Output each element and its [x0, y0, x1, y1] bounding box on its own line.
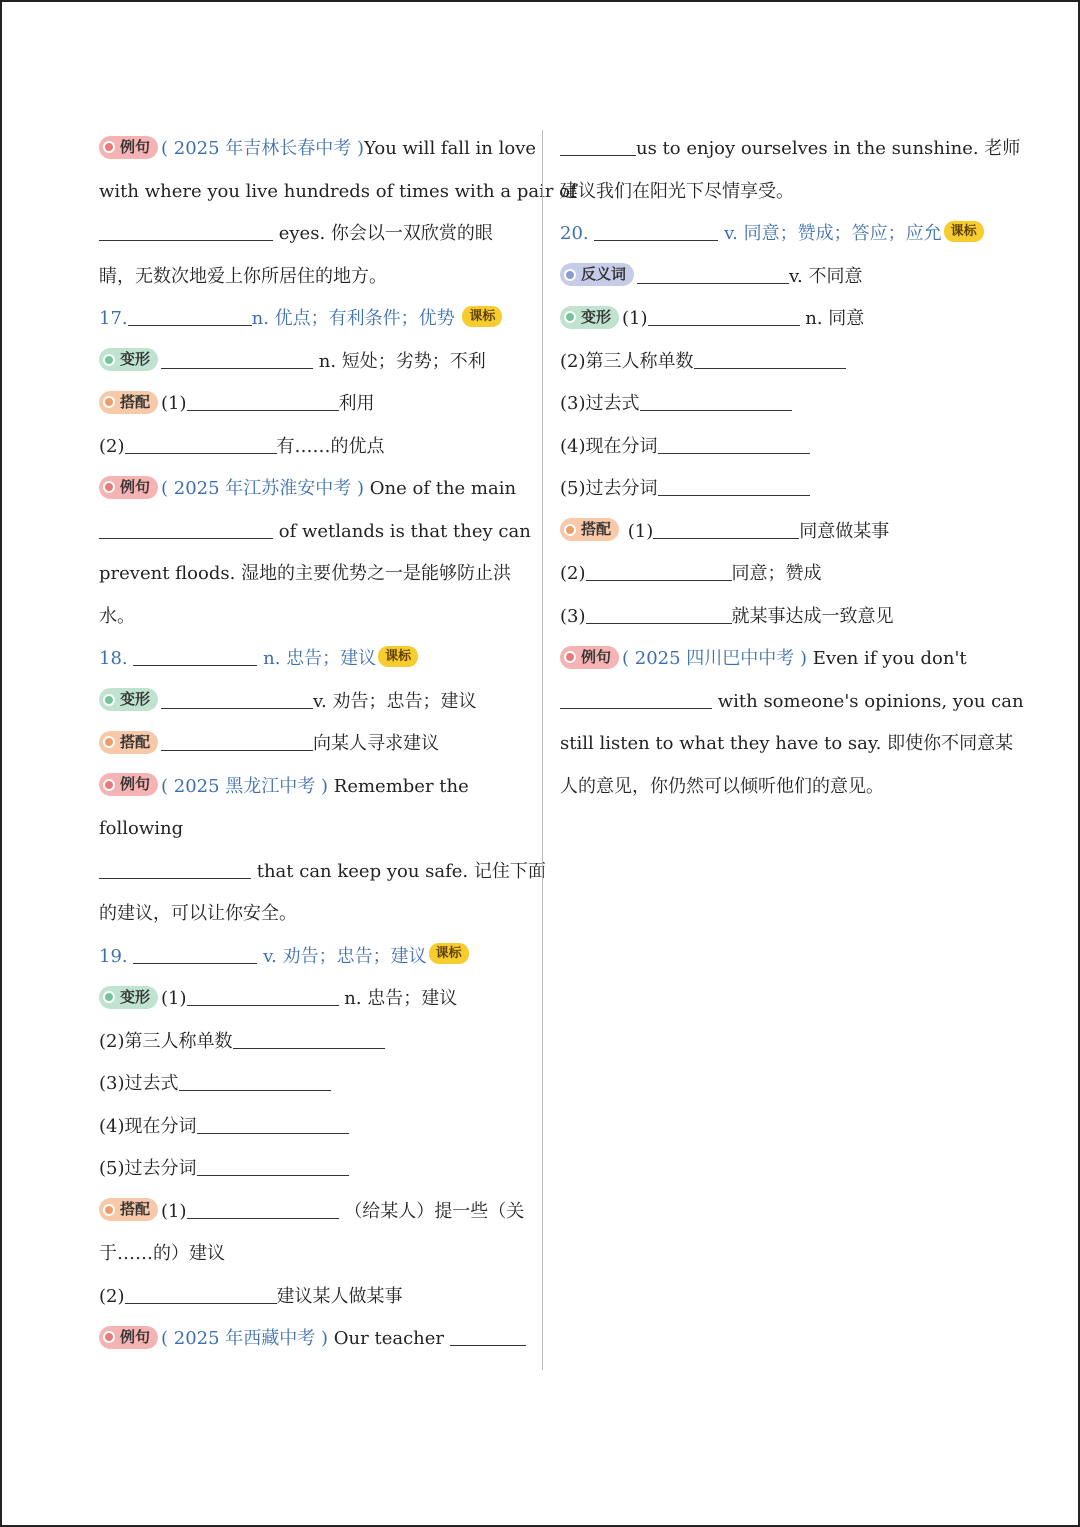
example-text: eyes.: [278, 223, 326, 244]
answer-blank[interactable]: [125, 433, 277, 454]
answer-blank[interactable]: [99, 858, 251, 879]
collocation-label: 搭配: [581, 520, 612, 539]
collocation-tag: [99, 731, 158, 754]
question-19-collocation-2: [99, 1276, 529, 1319]
question-17-collocation-1: [99, 383, 529, 426]
example-text: Our teacher: [333, 1328, 445, 1349]
answer-blank[interactable]: [161, 730, 313, 751]
answer-blank[interactable]: [658, 433, 810, 454]
variant-definition: v. 劝告；忠告；建议: [313, 690, 477, 712]
item-prefix: (1): [161, 1200, 187, 1222]
variant-item-label: (3)过去式: [560, 393, 640, 414]
answer-blank[interactable]: [197, 1155, 349, 1176]
example-20-line-1: [560, 638, 990, 681]
column-divider: [542, 130, 543, 1370]
example-18-line-3: [99, 851, 546, 894]
example-label: 例句: [120, 1327, 151, 1346]
question-18-variant: [99, 681, 529, 724]
bullet-icon: [564, 311, 576, 323]
answer-blank[interactable]: [133, 943, 257, 964]
bullet-icon: [103, 354, 115, 366]
item-prefix: (2): [560, 563, 586, 584]
example-translation: 你会以一双欣赏的眼: [330, 223, 493, 244]
variant-item-label: (2)第三人称单数: [99, 1030, 233, 1052]
example-translation: 睛，无数次地爱上你所居住的地方。: [99, 265, 387, 287]
example-source: ( 2025 年吉林长春中考 ): [161, 138, 365, 159]
example-16-line-4: [99, 256, 529, 299]
question-definition: v. 同意；赞成；答应；应允: [724, 223, 942, 244]
item-prefix: (3): [560, 605, 586, 627]
bullet-icon: [103, 736, 115, 748]
bullet-icon: [103, 141, 115, 153]
antonym-label: 反义词: [581, 265, 627, 284]
collocation-definition: （给某人）提一些（关: [344, 1200, 525, 1222]
answer-blank[interactable]: [197, 1113, 349, 1134]
question-17-variant: [99, 341, 529, 384]
item-prefix: (1): [161, 988, 187, 1009]
bullet-icon: [564, 269, 576, 281]
example-text: that can keep you safe.: [256, 860, 469, 882]
collocation-definition: 有……的优点: [276, 435, 385, 457]
example-label: 例句: [581, 647, 612, 666]
example-tag: [99, 136, 158, 159]
example-18-line-2: [99, 808, 529, 851]
answer-blank[interactable]: [233, 1028, 385, 1049]
question-20-collocation-3: [560, 596, 990, 639]
question-definition: v. 劝告；忠告；建议: [263, 945, 427, 967]
answer-blank[interactable]: [125, 1283, 277, 1304]
bullet-icon: [103, 779, 115, 791]
answer-blank[interactable]: [653, 518, 799, 539]
question-20-variant-5: [560, 468, 990, 511]
bullet-icon: [564, 651, 576, 663]
left-column: [99, 128, 577, 1361]
question-20-collocation-2: [560, 553, 990, 596]
answer-blank[interactable]: [658, 475, 810, 496]
answer-blank[interactable]: [187, 985, 339, 1006]
example-tag: [560, 646, 619, 669]
question-17: [99, 298, 529, 341]
example-text: us to enjoy ourselves in the sunshine.: [636, 138, 979, 159]
collocation-tag: [560, 518, 619, 541]
answer-blank[interactable]: [640, 390, 792, 411]
item-prefix: (1): [622, 308, 648, 329]
variant-item-label: (3)过去式: [99, 1073, 179, 1094]
curriculum-badge: 课标: [462, 306, 502, 327]
example-20-line-2: [560, 681, 1024, 724]
answer-blank[interactable]: [99, 518, 273, 539]
variant-item-label: (4)现在分词: [99, 1115, 197, 1137]
item-prefix: (2): [99, 435, 125, 457]
bullet-icon: [103, 1331, 115, 1343]
variant-item-label: (2)第三人称单数: [560, 350, 694, 372]
variant-tag: [560, 306, 619, 329]
variant-item-label: (5)过去分词: [560, 478, 658, 499]
example-source: ( 2025 年江苏淮安中考 ): [161, 478, 365, 499]
example-tag: [99, 1326, 158, 1349]
example-text: prevent floods.: [99, 563, 236, 584]
question-number: 18.: [99, 648, 128, 669]
curriculum-badge: 课标: [378, 646, 418, 667]
antonym-definition: v. 不同意: [789, 265, 863, 287]
variant-definition: n. 短处；劣势；不利: [318, 350, 486, 372]
variant-tag: [99, 986, 158, 1009]
question-19-variant-5: [99, 1148, 529, 1191]
example-text: You will fall in love: [364, 138, 537, 159]
example-17-line-2: [99, 511, 529, 554]
answer-blank[interactable]: [560, 135, 636, 156]
question-19-variant-4: [99, 1106, 529, 1149]
bullet-icon: [103, 396, 115, 408]
question-19-collocation-1-cont: [99, 1233, 529, 1276]
collocation-definition: 向某人寻求建议: [313, 733, 440, 754]
variant-tag: [99, 348, 158, 371]
collocation-definition: 同意做某事: [799, 520, 890, 542]
example-translation: 水。: [99, 605, 135, 627]
example-19-line-1: [99, 1318, 529, 1361]
answer-blank[interactable]: [133, 645, 257, 666]
question-20: [560, 213, 990, 256]
collocation-label: 搭配: [120, 732, 151, 751]
bullet-icon: [103, 694, 115, 706]
example-16-line-3: [99, 213, 529, 256]
answer-blank[interactable]: [128, 305, 252, 326]
item-prefix: (1): [161, 393, 187, 414]
example-19-line-2: [560, 128, 1021, 171]
question-number: 20.: [560, 223, 589, 244]
variant-label: 变形: [120, 690, 151, 709]
example-translation: 建议我们在阳光下尽情享受。: [560, 180, 794, 202]
example-17-line-3: [99, 553, 529, 596]
example-16-line-1: [99, 128, 537, 171]
bullet-icon: [103, 991, 115, 1003]
example-label: 例句: [120, 775, 151, 794]
question-19-collocation-1: [99, 1191, 529, 1234]
collocation-definition: 同意；赞成: [731, 563, 822, 584]
question-20-antonym: [560, 256, 990, 299]
curriculum-badge: 课标: [429, 943, 469, 964]
example-tag: [99, 476, 158, 499]
variant-item-label: (4)现在分词: [560, 435, 658, 457]
example-17-line-1: [99, 468, 529, 511]
answer-blank[interactable]: [560, 688, 712, 709]
example-tag: [99, 773, 158, 796]
collocation-definition: 就某事达成一致意见: [731, 605, 894, 627]
example-translation: 人的意见，你仍然可以倾听他们的意见。: [560, 775, 884, 797]
example-18-line-4: [99, 893, 529, 936]
question-number: 17.: [99, 308, 128, 329]
question-19-variant-3: [99, 1063, 529, 1106]
answer-blank[interactable]: [187, 390, 339, 411]
example-19-line-3: [560, 171, 990, 214]
question-definition: n. 忠告；建议: [263, 648, 377, 669]
item-prefix: (2): [99, 1285, 125, 1307]
example-text: still listen to what they have to say.: [560, 733, 882, 754]
bullet-icon: [564, 524, 576, 536]
question-19-variant-2: [99, 1021, 529, 1064]
example-text: with where you live hundreds of times with a pair of: [99, 180, 577, 202]
right-column: [560, 128, 1024, 808]
answer-blank[interactable]: [179, 1070, 331, 1091]
item-prefix: (1): [627, 520, 654, 542]
answer-blank[interactable]: [187, 1198, 339, 1219]
example-20-line-3: [560, 723, 1014, 766]
answer-blank[interactable]: [586, 603, 732, 624]
variant-definition: n. 忠告；建议: [344, 988, 458, 1009]
bullet-icon: [103, 481, 115, 493]
variant-tag: [99, 688, 158, 711]
example-source: ( 2025 黑龙江中考 ): [161, 775, 329, 797]
question-number: 19.: [99, 945, 128, 967]
bullet-icon: [103, 1204, 115, 1216]
answer-blank[interactable]: [450, 1325, 526, 1346]
answer-blank[interactable]: [594, 220, 718, 241]
collocation-definition: 于……的）建议: [99, 1243, 225, 1264]
variant-label: 变形: [581, 307, 612, 326]
curriculum-badge: 课标: [944, 221, 984, 242]
question-19-variant-1: [99, 978, 529, 1021]
question-20-variant-4: [560, 426, 990, 469]
example-text: Remember the: [333, 775, 469, 797]
example-source: ( 2025 四川巴中中考 ): [622, 648, 808, 669]
question-definition: n. 优点；有利条件；优势: [251, 308, 455, 329]
example-source: ( 2025 年西藏中考 ): [161, 1328, 329, 1349]
collocation-definition: 建议某人做某事: [276, 1285, 403, 1307]
example-translation: 老师: [984, 138, 1021, 159]
variant-item-label: (5)过去分词: [99, 1158, 197, 1179]
answer-blank[interactable]: [648, 305, 800, 326]
example-translation: 的建议，可以让你安全。: [99, 903, 297, 924]
collocation-label: 搭配: [120, 392, 151, 411]
example-label: 例句: [120, 137, 151, 156]
answer-blank[interactable]: [161, 688, 313, 709]
example-label: 例句: [120, 477, 151, 496]
example-17-line-4: [99, 596, 529, 639]
example-text: One of the main: [369, 478, 517, 499]
collocation-tag: [99, 1198, 158, 1221]
example-18-line-1: [99, 766, 529, 809]
variant-label: 变形: [120, 350, 151, 369]
answer-blank[interactable]: [694, 348, 846, 369]
variant-label: 变形: [120, 987, 151, 1006]
collocation-tag: [99, 391, 158, 414]
question-20-collocation-1: [560, 511, 990, 554]
answer-blank[interactable]: [99, 220, 273, 241]
example-16-line-2: [99, 171, 577, 214]
collocation-definition: 利用: [338, 393, 375, 414]
example-text: following: [99, 818, 184, 839]
example-text: of wetlands is that they can: [278, 520, 531, 542]
example-20-line-4: [560, 766, 990, 809]
answer-blank[interactable]: [586, 560, 732, 581]
question-18-collocation: [99, 723, 529, 766]
example-text: Even if you don't: [812, 648, 967, 669]
answer-blank[interactable]: [161, 348, 313, 369]
question-17-collocation-2: [99, 426, 529, 469]
antonym-tag: [560, 263, 634, 286]
example-text: with someone's opinions, you can: [717, 690, 1024, 712]
question-19: [99, 936, 529, 979]
question-18: [99, 638, 529, 681]
example-translation: 即使你不同意某: [887, 733, 1014, 754]
variant-definition: n. 同意: [805, 308, 865, 329]
question-20-variant-2: [560, 341, 990, 384]
question-20-variant-3: [560, 383, 990, 426]
collocation-label: 搭配: [120, 1200, 151, 1219]
example-translation: 湿地的主要优势之一是能够防止洪: [241, 563, 512, 584]
example-translation: 记住下面: [473, 860, 546, 882]
answer-blank[interactable]: [637, 263, 789, 284]
question-20-variant-1: [560, 298, 990, 341]
